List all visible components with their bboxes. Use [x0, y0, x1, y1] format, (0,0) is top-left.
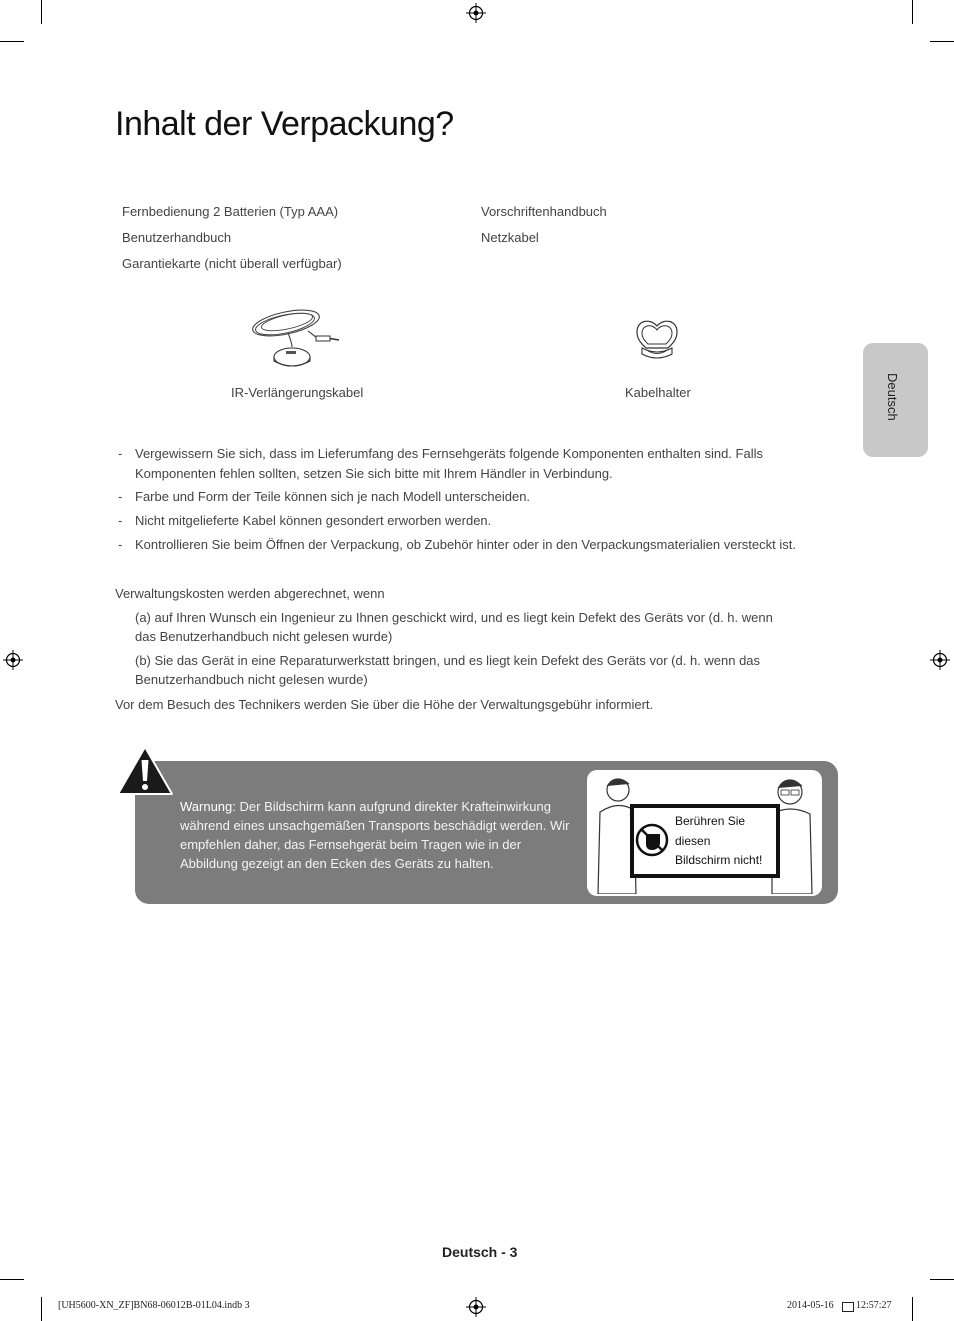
sign-line: Berühren Sie — [675, 814, 746, 828]
warning-body: : Der Bildschirm kann aufgrund direkter Krafteinwirkung während eines unsachgemäßen Transports beschädigt werden. Wir empfehlen daher, das Fernsehgerät beim Tragen wie in der Abbildung gezeigt an den Ecken des Geräts zu halten. — [180, 799, 570, 871]
note-text: Kontrollieren Sie beim Öffnen der Verpackung, ob Zubehör hinter oder in den Verpackungsmaterialien versteckt ist. — [135, 537, 796, 552]
crop-mark — [41, 0, 42, 24]
bullet-dash: - — [118, 513, 123, 528]
contents-item: Garantiekarte (nicht überall verfügbar) — [122, 256, 342, 271]
crop-mark — [912, 0, 913, 24]
admin-item-b: (b) Sie das Gerät in eine Reparaturwerkstatt bringen, und es liegt kein Defekt des Geräts vor (d. h. wenn das Benutzerhandbuch nicht gelesen wurde) — [135, 653, 761, 687]
cable-holder-label: Kabelhalter — [625, 385, 691, 400]
admin-intro: Verwaltungskosten werden abgerechnet, wenn — [115, 586, 385, 601]
note-text: Vergewissern Sie sich, dass im Lieferumfang des Fernsehgeräts folgende Komponenten enthalten sind. Falls Komponenten fehlen sollten, setzen Sie sich bitte mit Ihrem Händler in Verbindung. — [135, 446, 763, 481]
crop-mark — [41, 1297, 42, 1321]
registration-mark-icon — [930, 650, 950, 670]
warning-label: Warnung — [180, 799, 233, 814]
crop-mark — [912, 1297, 913, 1321]
registration-mark-icon — [466, 3, 486, 23]
registration-mark-icon — [466, 1297, 486, 1317]
tv-sign-text — [675, 812, 762, 871]
registration-mark-icon — [3, 650, 23, 670]
print-slug-file: [UH5600-XN_ZF]BN68-06012B-01L04.indb 3 — [58, 1300, 250, 1311]
admin-outro: Vor dem Besuch des Technikers werden Sie über die Höhe der Verwaltungsgebühr informiert. — [115, 697, 654, 712]
ir-cable-label: IR-Verlängerungskabel — [231, 385, 364, 400]
cable-holder-image — [634, 318, 680, 362]
ir-cable-image — [248, 303, 343, 373]
contents-item: Netzkabel — [481, 230, 539, 245]
note-text: Farbe und Form der Teile können sich je nach Modell unterscheiden. — [135, 489, 531, 504]
side-tab-label: Deutsch — [885, 373, 900, 421]
print-slug-date: 2014-05-16 — [787, 1300, 834, 1311]
bullet-dash: - — [118, 446, 123, 461]
page-number: Deutsch - 3 — [442, 1244, 518, 1260]
sign-line: diesen — [675, 833, 711, 848]
warning-triangle-icon — [116, 745, 174, 797]
page-title: Inhalt der Verpackung? — [115, 105, 454, 143]
crop-mark — [0, 41, 24, 42]
warning-text — [180, 797, 572, 873]
crop-mark — [930, 1279, 954, 1280]
crop-mark — [0, 1279, 24, 1280]
sign-line: Bildschirm nicht! — [675, 853, 763, 867]
note-text: Nicht mitgelieferte Kabel können gesondert erworben werden. — [135, 513, 492, 528]
contents-item: Vorschriftenhandbuch — [481, 204, 607, 219]
contents-item: Fernbedienung 2 Batterien (Typ AAA) — [122, 204, 339, 219]
contents-item: Benutzerhandbuch — [122, 230, 232, 245]
bullet-dash: - — [118, 489, 123, 504]
print-slug-time: 12:57:27 — [856, 1300, 892, 1311]
crop-mark — [930, 41, 954, 42]
admin-item-a: (a) auf Ihren Wunsch ein Ingenieur zu Ihnen geschickt wird, und es liegt kein Defekt des Geräts vor (d. h. wenn das Benutzerhandbuch nicht gelesen wurde) — [135, 610, 773, 644]
bullet-dash: - — [118, 537, 123, 552]
slug-glyph-icon — [842, 1302, 854, 1312]
language-side-tab — [863, 343, 928, 457]
